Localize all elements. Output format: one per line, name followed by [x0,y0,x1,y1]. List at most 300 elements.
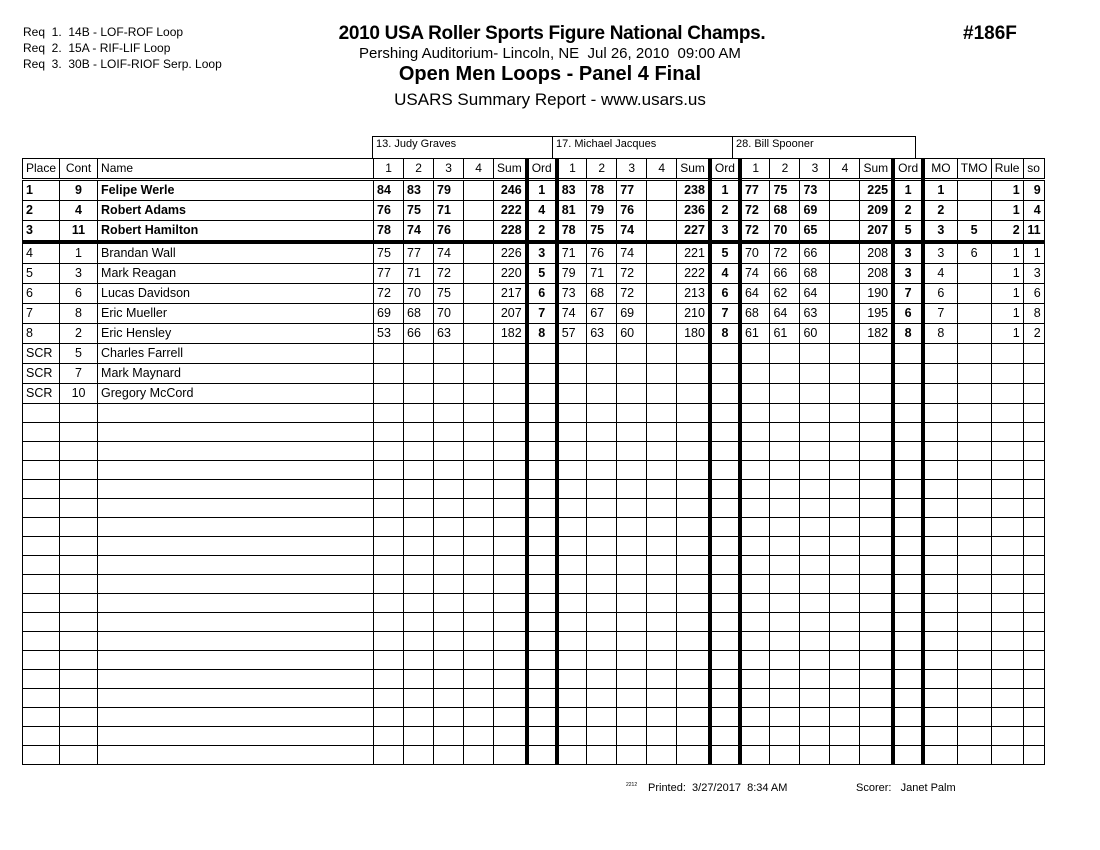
empty-row [23,518,1045,537]
empty-cell [1023,518,1044,537]
empty-cell [710,708,740,727]
empty-cell [464,746,494,765]
empty-cell [991,575,1023,594]
empty-cell [557,613,587,632]
empty-cell [527,518,557,537]
empty-cell [740,708,770,727]
judge2-figure2-score: 78 [587,180,617,201]
empty-row [23,727,1045,746]
empty-cell [710,727,740,746]
judge3-figure2-score: 72 [770,242,800,264]
empty-cell [98,499,374,518]
empty-cell [991,423,1023,442]
judge3-sum: 182 [860,324,893,344]
empty-cell [587,746,617,765]
empty-cell [60,499,98,518]
cont-cell: 10 [60,384,98,404]
empty-cell [770,556,800,575]
venue-datetime: Pershing Auditorium- Lincoln, NE Jul 26, 2010 09:00 AM [359,45,741,62]
empty-cell [464,670,494,689]
judge1-ordinal: 1 [527,180,557,201]
empty-cell [617,632,647,651]
empty-cell [587,404,617,423]
mo-cell [923,364,957,384]
empty-cell [23,480,60,499]
judge1-sum: 246 [494,180,527,201]
empty-cell [374,670,404,689]
empty-cell [830,594,860,613]
empty-cell [677,651,710,670]
empty-cell [60,556,98,575]
rule-cell [991,344,1023,364]
empty-cell [830,632,860,651]
empty-cell [374,423,404,442]
judge1-figure2-score: 66 [404,324,434,344]
empty-cell [587,537,617,556]
table-row [23,180,1045,201]
empty-cell [830,556,860,575]
empty-cell [527,461,557,480]
empty-cell [434,423,464,442]
empty-row [23,689,1045,708]
judge2-figure4-score [647,344,677,364]
judge2-ordinal: 4 [710,264,740,284]
judge3-ordinal: 3 [893,242,923,264]
empty-cell [374,689,404,708]
empty-cell [677,404,710,423]
empty-cell [893,613,923,632]
empty-cell [434,613,464,632]
tmo-cell [957,284,991,304]
judge1-figure3-score: 72 [434,264,464,284]
judge1-figure3-score: 70 [434,304,464,324]
empty-cell [434,708,464,727]
empty-cell [740,689,770,708]
cont-cell: 1 [60,242,98,264]
judge2-figure2-score: 67 [587,304,617,324]
empty-cell [957,613,991,632]
judge3-figure1-score: 74 [740,264,770,284]
judge2-figure2-score: 76 [587,242,617,264]
rule-cell [991,384,1023,404]
empty-cell [800,708,830,727]
judge3-figure1-score: 64 [740,284,770,304]
empty-cell [677,461,710,480]
empty-cell [617,556,647,575]
empty-cell [647,708,677,727]
empty-cell [494,746,527,765]
empty-cell [893,632,923,651]
judge2-sum: 238 [677,180,710,201]
col-mo: MO [923,159,957,180]
empty-cell [557,689,587,708]
judge3-sum: 208 [860,264,893,284]
name-cell: Gregory McCord [98,384,374,404]
empty-cell [991,727,1023,746]
empty-cell [957,537,991,556]
table-row [23,384,1045,404]
judge2-ordinal: 8 [710,324,740,344]
empty-cell [957,632,991,651]
judge3-ordinal: 6 [893,304,923,324]
empty-cell [710,537,740,556]
mo-cell: 4 [923,264,957,284]
judge1-figure4-score [464,201,494,221]
empty-cell [494,670,527,689]
event-number: #186F [963,23,1017,44]
empty-cell [770,442,800,461]
empty-cell [527,651,557,670]
table-row [23,364,1045,384]
rule-cell: 1 [991,304,1023,324]
col-j1-fig1: 1 [374,159,404,180]
empty-cell [98,670,374,689]
judge-header-3: 28. Bill Spooner [732,136,916,158]
report-title: USARS Summary Report - www.usars.us [394,90,706,109]
tmo-cell: 5 [957,221,991,243]
judge1-ordinal: 6 [527,284,557,304]
empty-cell [557,632,587,651]
name-cell: Mark Reagan [98,264,374,284]
empty-cell [617,594,647,613]
empty-cell [770,461,800,480]
empty-cell [404,651,434,670]
so-cell: 1 [1023,242,1044,264]
place-cell: 3 [23,221,60,243]
judge2-figure4-score [647,201,677,221]
requirement-1: Req 1. 14B - LOF-ROF Loop [23,25,184,39]
judge1-figure3-score [434,344,464,364]
judge3-figure1-score [740,364,770,384]
judge3-figure3-score: 63 [800,304,830,324]
empty-cell [800,423,830,442]
empty-cell [494,727,527,746]
empty-cell [710,632,740,651]
empty-cell [23,670,60,689]
judge1-sum: 228 [494,221,527,243]
empty-cell [860,594,893,613]
name-cell: Eric Hensley [98,324,374,344]
empty-cell [770,613,800,632]
rule-cell: 1 [991,201,1023,221]
judge3-ordinal: 7 [893,284,923,304]
empty-cell [710,670,740,689]
judge2-ordinal: 1 [710,180,740,201]
empty-cell [860,537,893,556]
empty-cell [434,651,464,670]
empty-cell [374,651,404,670]
empty-cell [434,670,464,689]
empty-cell [23,613,60,632]
empty-cell [957,556,991,575]
judge1-ordinal: 4 [527,201,557,221]
judge2-ordinal: 3 [710,221,740,243]
empty-cell [464,575,494,594]
empty-cell [557,594,587,613]
judge3-sum: 208 [860,242,893,264]
judge3-figure4-score [830,384,860,404]
col-j2-fig3: 3 [617,159,647,180]
empty-cell [1023,442,1044,461]
empty-cell [374,727,404,746]
empty-cell [23,537,60,556]
empty-cell [617,727,647,746]
empty-cell [464,404,494,423]
judge3-sum [860,364,893,384]
empty-cell [404,461,434,480]
empty-cell [677,613,710,632]
empty-cell [1023,727,1044,746]
empty-cell [23,689,60,708]
empty-cell [830,537,860,556]
empty-cell [617,518,647,537]
empty-cell [830,423,860,442]
requirement-2: Req 2. 15A - RIF-LIF Loop [23,41,171,55]
empty-cell [374,537,404,556]
judge3-figure1-score [740,384,770,404]
empty-cell [647,575,677,594]
empty-cell [557,575,587,594]
empty-row [23,575,1045,594]
empty-cell [647,423,677,442]
empty-cell [434,556,464,575]
empty-cell [923,708,957,727]
name-cell: Robert Hamilton [98,221,374,243]
empty-cell [830,689,860,708]
empty-cell [557,423,587,442]
empty-cell [740,632,770,651]
judge3-sum: 190 [860,284,893,304]
empty-cell [991,670,1023,689]
empty-cell [710,613,740,632]
empty-cell [677,727,710,746]
judge1-figure2-score: 83 [404,180,434,201]
empty-cell [617,537,647,556]
empty-cell [98,556,374,575]
judge1-ordinal [527,384,557,404]
judge3-figure4-score [830,364,860,384]
rule-cell: 2 [991,221,1023,243]
tmo-cell [957,201,991,221]
empty-cell [893,499,923,518]
empty-cell [710,480,740,499]
empty-cell [60,480,98,499]
empty-row [23,499,1045,518]
empty-cell [404,594,434,613]
empty-cell [677,689,710,708]
empty-cell [991,556,1023,575]
empty-cell [860,746,893,765]
empty-cell [374,518,404,537]
empty-cell [957,480,991,499]
empty-cell [374,442,404,461]
cont-cell: 9 [60,180,98,201]
empty-cell [374,708,404,727]
empty-cell [770,423,800,442]
empty-cell [98,442,374,461]
judge2-sum: 213 [677,284,710,304]
judge2-ordinal: 6 [710,284,740,304]
empty-cell [923,651,957,670]
empty-cell [434,461,464,480]
empty-cell [830,480,860,499]
judge1-sum: 220 [494,264,527,284]
empty-cell [893,518,923,537]
empty-cell [587,594,617,613]
judge3-sum: 225 [860,180,893,201]
empty-cell [587,480,617,499]
judge1-figure1-score [374,384,404,404]
empty-cell [98,632,374,651]
empty-cell [923,480,957,499]
empty-cell [617,442,647,461]
empty-cell [1023,594,1044,613]
empty-cell [60,423,98,442]
empty-cell [740,651,770,670]
judge1-figure4-score [464,264,494,284]
empty-cell [740,727,770,746]
empty-cell [404,689,434,708]
empty-cell [527,613,557,632]
judge3-figure2-score: 70 [770,221,800,243]
empty-cell [770,727,800,746]
judge1-ordinal [527,344,557,364]
empty-cell [587,423,617,442]
judge1-sum: 222 [494,201,527,221]
col-j1-ord: Ord [527,159,557,180]
empty-cell [647,404,677,423]
empty-row [23,480,1045,499]
judge2-sum: 221 [677,242,710,264]
judge1-figure4-score [464,242,494,264]
empty-cell [800,689,830,708]
judge1-ordinal: 8 [527,324,557,344]
cont-cell: 2 [60,324,98,344]
empty-cell [740,423,770,442]
judge3-figure3-score [800,384,830,404]
name-cell: Felipe Werle [98,180,374,201]
empty-cell [464,651,494,670]
judge2-figure4-score [647,324,677,344]
empty-cell [60,746,98,765]
judge3-figure2-score [770,384,800,404]
judge2-figure4-score [647,264,677,284]
judge3-figure3-score: 65 [800,221,830,243]
empty-cell [404,632,434,651]
empty-cell [710,651,740,670]
empty-cell [60,575,98,594]
empty-cell [800,461,830,480]
mo-cell: 8 [923,324,957,344]
empty-cell [991,632,1023,651]
empty-cell [557,518,587,537]
empty-cell [893,537,923,556]
empty-cell [23,442,60,461]
empty-cell [494,442,527,461]
judge3-figure3-score: 66 [800,242,830,264]
place-cell: 7 [23,304,60,324]
judge1-ordinal: 5 [527,264,557,284]
empty-cell [860,632,893,651]
judge1-figure2-score: 77 [404,242,434,264]
judge2-figure3-score [617,384,647,404]
empty-cell [587,708,617,727]
empty-cell [23,746,60,765]
empty-cell [957,461,991,480]
empty-cell [374,556,404,575]
empty-cell [893,404,923,423]
judge3-figure3-score: 69 [800,201,830,221]
empty-cell [98,575,374,594]
empty-cell [23,461,60,480]
empty-cell [60,632,98,651]
empty-cell [830,613,860,632]
col-j2-sum: Sum [677,159,710,180]
name-cell: Mark Maynard [98,364,374,384]
place-cell: 1 [23,180,60,201]
empty-cell [527,594,557,613]
empty-cell [404,404,434,423]
empty-cell [647,518,677,537]
rule-cell: 1 [991,242,1023,264]
empty-cell [60,727,98,746]
col-rule: Rule [991,159,1023,180]
judge1-ordinal: 2 [527,221,557,243]
empty-cell [991,404,1023,423]
empty-cell [60,442,98,461]
judge3-figure2-score: 66 [770,264,800,284]
judge3-figure4-score [830,180,860,201]
empty-cell [494,556,527,575]
empty-row [23,613,1045,632]
empty-cell [404,537,434,556]
judge2-figure3-score: 72 [617,284,647,304]
judge1-figure3-score [434,364,464,384]
judge1-figure4-score [464,180,494,201]
empty-cell [991,499,1023,518]
empty-cell [374,594,404,613]
empty-row [23,594,1045,613]
judge3-figure3-score: 60 [800,324,830,344]
empty-cell [647,461,677,480]
empty-cell [991,594,1023,613]
empty-cell [830,575,860,594]
empty-cell [464,727,494,746]
tmo-cell [957,324,991,344]
empty-row [23,670,1045,689]
empty-cell [557,499,587,518]
empty-cell [830,651,860,670]
empty-cell [1023,556,1044,575]
judge2-figure3-score: 76 [617,201,647,221]
empty-cell [740,613,770,632]
empty-cell [434,594,464,613]
tmo-cell [957,180,991,201]
empty-cell [494,575,527,594]
empty-cell [434,689,464,708]
empty-cell [527,746,557,765]
judge2-ordinal [710,344,740,364]
empty-cell [893,423,923,442]
col-j3-sum: Sum [860,159,893,180]
empty-cell [923,575,957,594]
judge2-figure1-score [557,344,587,364]
empty-cell [23,556,60,575]
empty-cell [991,708,1023,727]
empty-cell [991,651,1023,670]
empty-cell [434,632,464,651]
empty-cell [587,518,617,537]
